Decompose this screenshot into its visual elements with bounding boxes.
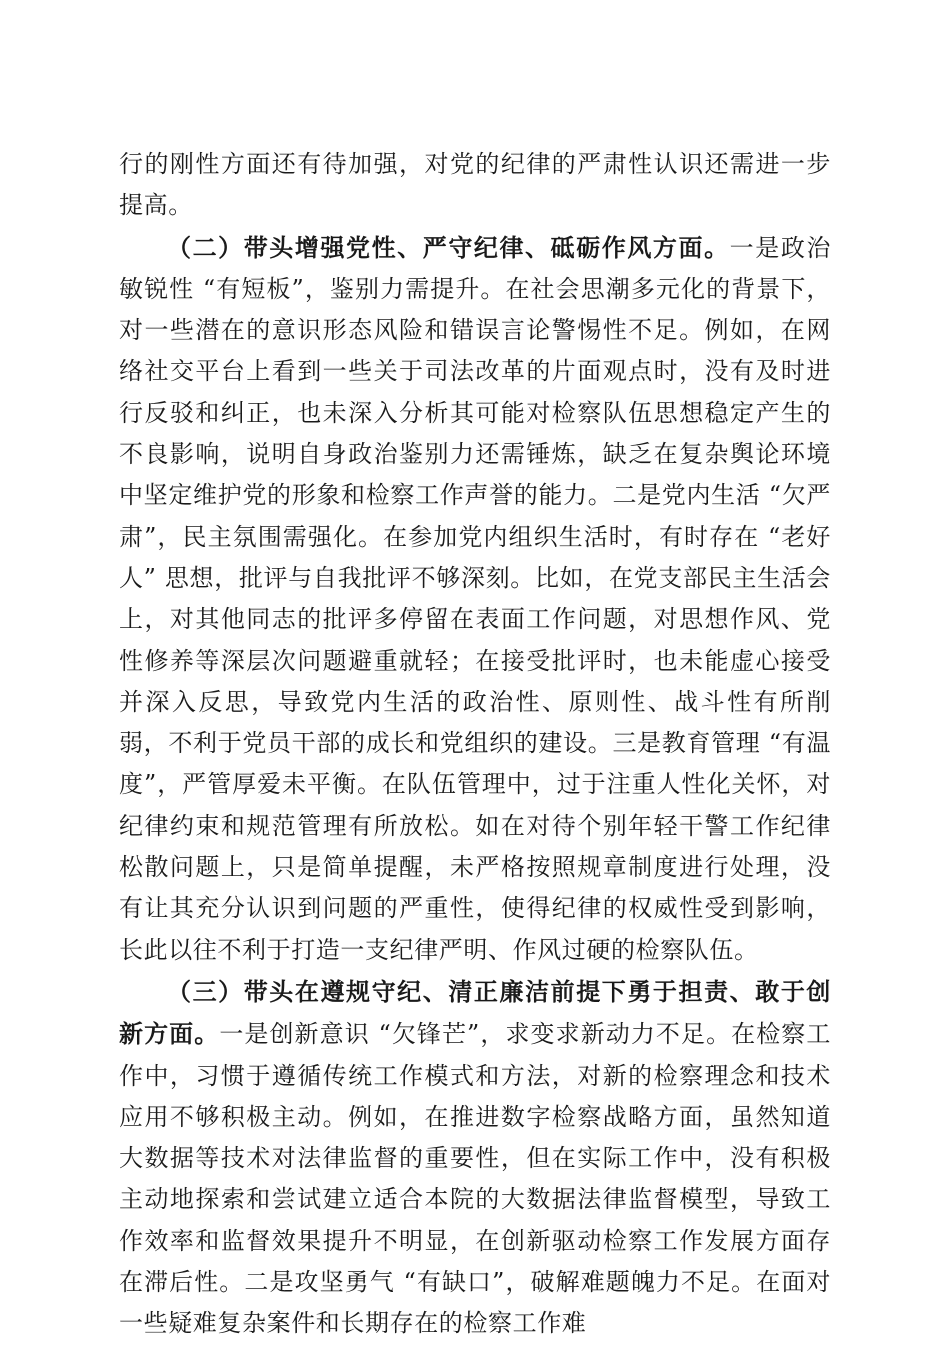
paragraph-section-2 — [119, 227, 831, 971]
paragraph-section-3 — [119, 971, 831, 1345]
paragraph-text: 一是政治敏锐性 “有短板”，鉴别力需提升。在社会思潮多元化的背景下，对一些潜在的意识形态风险和错误言论警惕性不足。例如，在网络社交平台上看到一些关于司法改革的片面观点时，没有及时进行反驳和纠正，也未深入分析其可能对检察队伍思想稳定产生的不良影响，说明自身政治鉴别力还需锤炼，缺乏在复杂舆论环境中坚定维护党的形象和检察工作声誉的能力。二是党内生活 “欠严肃”，民主氛围需强化。在参加党内组织生活时，有时存在 “老好人” 思想，批评与自我批评不够深刻。比如，在党支部民主生活会上，对其他同志的批评多停留在表面工作问题，对思想作风、党性修养等深层次问题避重就轻；在接受批评时，也未能虚心接受并深入反思，导致党内生活的政治性、原则性、战斗性有所削弱，不利于党员干部的成长和党组织的建设。三是教育管理 “有温度”，严管厚爱未平衡。在队伍管理中，过于注重人性化关怀，对纪律约束和规范管理有所放松。如在对待个别年轻干警工作纪律松散问题上，只是简单提醒，未严格按照规章制度进行处理，没有让其充分认识到问题的严重性，使得纪律的权威性受到影响，长此以往不利于打造一支纪律严明、作风过硬的检察队伍。 — [119, 233, 831, 964]
paragraph-text: 行的刚性方面还有待加强，对党的纪律的严肃性认识还需进一步提高。 — [119, 150, 831, 220]
section-heading: （三）带头在遵规守纪、清正廉洁前提下勇于担责、敢于创新方面。 — [119, 976, 831, 1049]
section-heading: （二）带头增强党性、严守纪律、砥砺作风方面。 — [167, 232, 730, 262]
paragraph-continuation — [119, 144, 831, 227]
paragraph-text: 一是创新意识 “欠锋芒”，求变求新动力不足。在检察工作中，习惯于遵循传统工作模式和方法，对新的检察理念和技术应用不够积极主动。例如，在推进数字检察战略方面，虽然知道大数据等技术对法律监督的重要性，但在实际工作中，没有积极主动地探索和尝试建立适合本院的大数据法律监督模型，导致工作效率和监督效果提升不明显，在创新驱动检察工作发展方面存在滞后性。二是攻坚勇气 “有缺口”，破解难题魄力不足。在面对一些疑难复杂案件和长期存在的检察工作难 — [119, 1020, 831, 1338]
document-body — [119, 144, 831, 1345]
